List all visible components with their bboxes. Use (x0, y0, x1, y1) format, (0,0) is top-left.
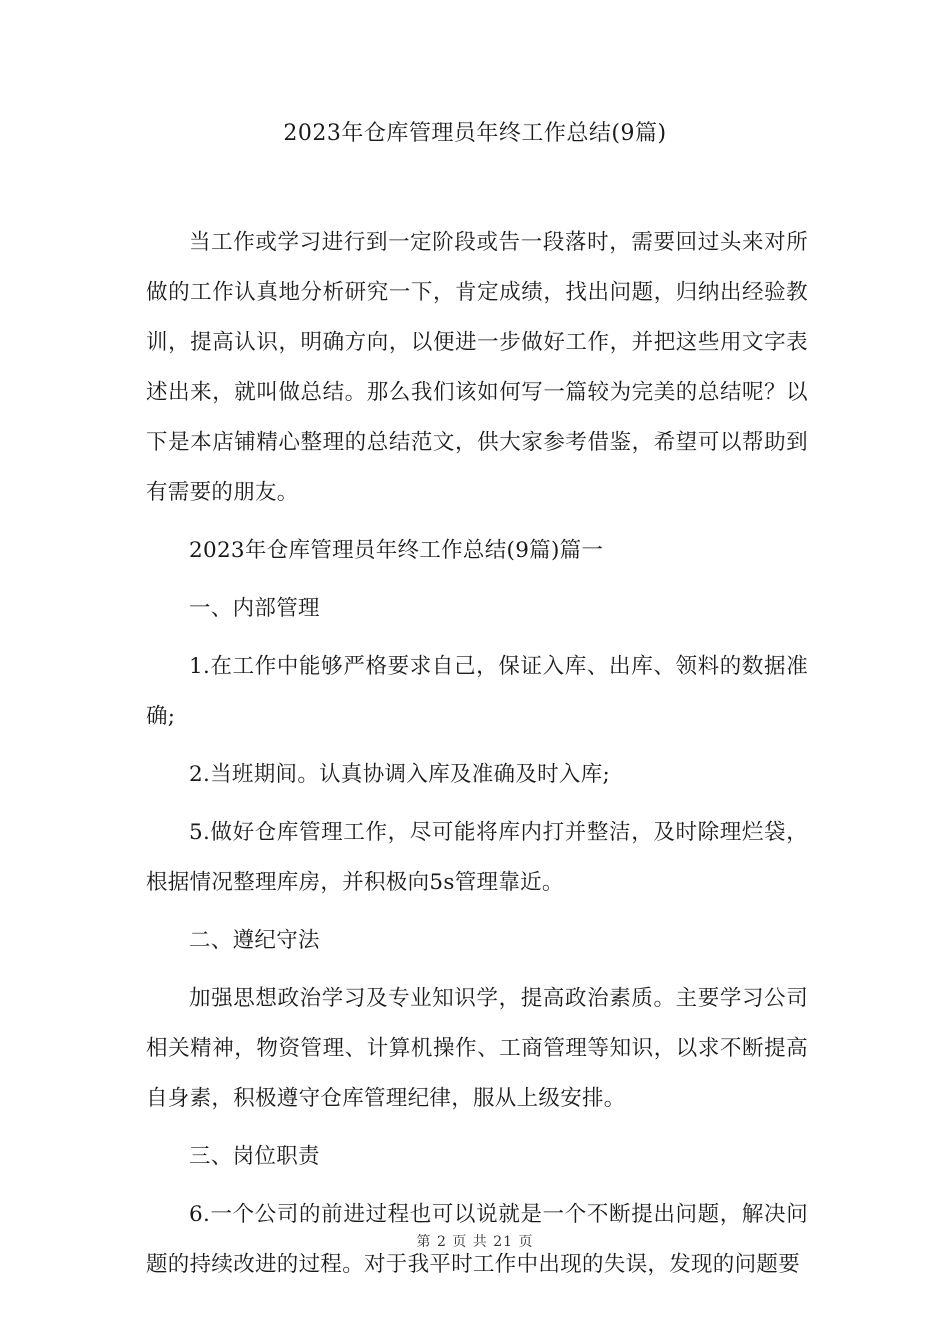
item-5-paragraph: 5.做好仓库管理工作，尽可能将库内打并整洁，及时除理烂袋，根据情况整理库房，并积极向5s管理靠近。 (146, 820, 808, 895)
item-1-paragraph: 1.在工作中能够严格要求自己，保证入库、出库、领料的数据准确; (146, 654, 808, 729)
intro-paragraph: 当工作或学习进行到一定阶段或告一段落时，需要回过头来对所做的工作认真地分析研究一下，肯定成绩，找出问题，归纳出经验教训，提高认识，明确方向，以便进一步做好工作，并把这些用文字表述出来，就叫做总结。那么我们该如何写一篇较为完美的总结呢？以下是本店铺精心整理的总结范文，供大家参考借鉴，希望可以帮助到有需要的朋友。 (146, 230, 808, 505)
document-body (146, 218, 808, 1290)
heading-internal-management: 一、内部管理 (189, 596, 320, 621)
heading-job-duties: 三、岗位职责 (189, 1144, 320, 1169)
study-paragraph: 加强思想政治学习及专业知识学，提高政治素质。主要学习公司相关精神，物资管理、计算机操作、工商管理等知识，以求不断提高自身素，积极遵守仓库管理纪律，服从上级安排。 (146, 986, 808, 1111)
page-number-footer: 第 2 页 共 21 页 (416, 1234, 534, 1250)
document-title: 2023年仓库管理员年终工作总结(9篇) (283, 121, 667, 146)
item-2-paragraph: 2.当班期间。认真协调入库及准确及时入库; (189, 762, 611, 787)
section-heading-part-one: 2023年仓库管理员年终工作总结(9篇)篇一 (189, 538, 604, 563)
item-6-paragraph: 6.一个公司的前进过程也可以说就是一个不断提出问题，解决问题的持续改进的过程。对于我平时工作中出现的失误，发现的问题要 (146, 1202, 808, 1277)
heading-law-compliance: 二、遵纪守法 (189, 928, 320, 953)
